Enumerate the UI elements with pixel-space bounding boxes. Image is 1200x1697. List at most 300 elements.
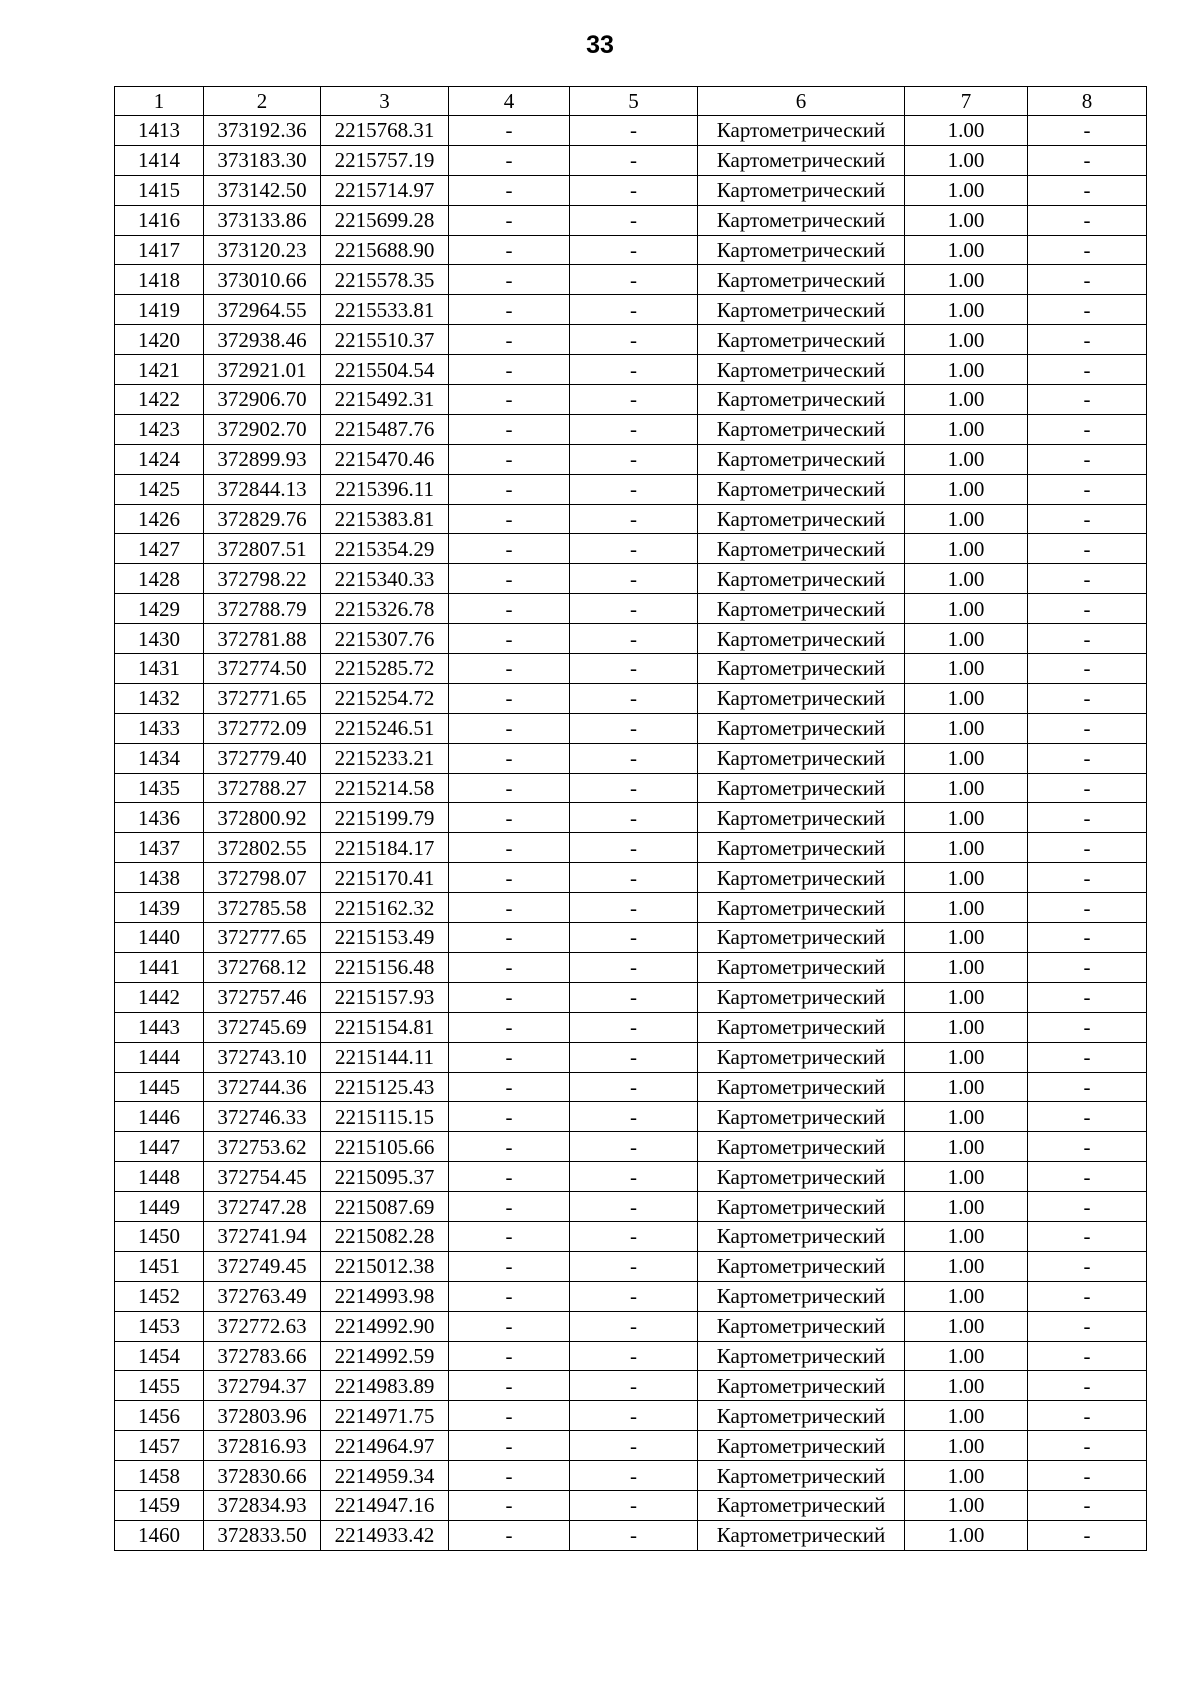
method-cell: Картометрический — [698, 1042, 905, 1072]
table-row — [115, 1371, 1147, 1401]
point-number-cell: 1433 — [115, 713, 204, 743]
column-8-cell: - — [1028, 893, 1147, 923]
method-cell: Картометрический — [698, 713, 905, 743]
table-row — [115, 1132, 1147, 1162]
accuracy-cell: 1.00 — [905, 325, 1028, 355]
y-coordinate-cell: 2215254.72 — [321, 683, 449, 713]
column-8-cell: - — [1028, 923, 1147, 953]
column-5-cell: - — [570, 1132, 698, 1162]
point-number-cell: 1427 — [115, 534, 204, 564]
column-4-cell: - — [449, 534, 570, 564]
y-coordinate-cell: 2215162.32 — [321, 893, 449, 923]
x-coordinate-cell: 372807.51 — [204, 534, 321, 564]
column-5-cell: - — [570, 863, 698, 893]
method-cell: Картометрический — [698, 534, 905, 564]
x-coordinate-cell: 372829.76 — [204, 504, 321, 534]
header-y-coordinate: 3 — [321, 87, 449, 116]
point-number-cell: 1415 — [115, 175, 204, 205]
column-5-cell: - — [570, 355, 698, 385]
column-4-cell: - — [449, 1072, 570, 1102]
accuracy-cell: 1.00 — [905, 594, 1028, 624]
method-cell: Картометрический — [698, 1012, 905, 1042]
column-5-cell: - — [570, 205, 698, 235]
point-number-cell: 1456 — [115, 1401, 204, 1431]
x-coordinate-cell: 372771.65 — [204, 683, 321, 713]
y-coordinate-cell: 2215714.97 — [321, 175, 449, 205]
column-5-cell: - — [570, 235, 698, 265]
y-coordinate-cell: 2215144.11 — [321, 1042, 449, 1072]
table-body — [115, 116, 1147, 1551]
column-8-cell: - — [1028, 1431, 1147, 1461]
table-row — [115, 773, 1147, 803]
table-row — [115, 1461, 1147, 1491]
point-number-cell: 1432 — [115, 683, 204, 713]
column-5-cell: - — [570, 444, 698, 474]
accuracy-cell: 1.00 — [905, 1192, 1028, 1222]
table-row — [115, 863, 1147, 893]
x-coordinate-cell: 372757.46 — [204, 982, 321, 1012]
accuracy-cell: 1.00 — [905, 1012, 1028, 1042]
column-4-cell: - — [449, 385, 570, 415]
accuracy-cell: 1.00 — [905, 803, 1028, 833]
column-4-cell: - — [449, 833, 570, 863]
x-coordinate-cell: 373120.23 — [204, 235, 321, 265]
column-8-cell: - — [1028, 534, 1147, 564]
x-coordinate-cell: 372763.49 — [204, 1281, 321, 1311]
column-4-cell: - — [449, 1431, 570, 1461]
accuracy-cell: 1.00 — [905, 624, 1028, 654]
table-row — [115, 116, 1147, 146]
column-8-cell: - — [1028, 833, 1147, 863]
header-column-4: 4 — [449, 87, 570, 116]
accuracy-cell: 1.00 — [905, 743, 1028, 773]
y-coordinate-cell: 2215184.17 — [321, 833, 449, 863]
table-row — [115, 355, 1147, 385]
y-coordinate-cell: 2214992.90 — [321, 1311, 449, 1341]
column-5-cell: - — [570, 1251, 698, 1281]
column-5-cell: - — [570, 1042, 698, 1072]
method-cell: Картометрический — [698, 1490, 905, 1520]
y-coordinate-cell: 2215153.49 — [321, 923, 449, 953]
column-8-cell: - — [1028, 773, 1147, 803]
table-row — [115, 205, 1147, 235]
x-coordinate-cell: 372899.93 — [204, 444, 321, 474]
y-coordinate-cell: 2214933.42 — [321, 1520, 449, 1550]
column-5-cell: - — [570, 414, 698, 444]
y-coordinate-cell: 2215246.51 — [321, 713, 449, 743]
column-8-cell: - — [1028, 116, 1147, 146]
accuracy-cell: 1.00 — [905, 1221, 1028, 1251]
column-8-cell: - — [1028, 982, 1147, 1012]
point-number-cell: 1420 — [115, 325, 204, 355]
x-coordinate-cell: 372768.12 — [204, 952, 321, 982]
accuracy-cell: 1.00 — [905, 1371, 1028, 1401]
column-4-cell: - — [449, 325, 570, 355]
column-5-cell: - — [570, 624, 698, 654]
column-5-cell: - — [570, 474, 698, 504]
x-coordinate-cell: 373183.30 — [204, 145, 321, 175]
column-4-cell: - — [449, 504, 570, 534]
point-number-cell: 1443 — [115, 1012, 204, 1042]
table-row — [115, 265, 1147, 295]
method-cell: Картометрический — [698, 1520, 905, 1550]
accuracy-cell: 1.00 — [905, 923, 1028, 953]
accuracy-cell: 1.00 — [905, 833, 1028, 863]
column-5-cell: - — [570, 145, 698, 175]
table-row — [115, 713, 1147, 743]
method-cell: Картометрический — [698, 952, 905, 982]
column-5-cell: - — [570, 1341, 698, 1371]
column-4-cell: - — [449, 1162, 570, 1192]
table-row — [115, 504, 1147, 534]
column-4-cell: - — [449, 414, 570, 444]
point-number-cell: 1429 — [115, 594, 204, 624]
column-8-cell: - — [1028, 1042, 1147, 1072]
accuracy-cell: 1.00 — [905, 355, 1028, 385]
table-row — [115, 1162, 1147, 1192]
method-cell: Картометрический — [698, 205, 905, 235]
table-row — [115, 235, 1147, 265]
x-coordinate-cell: 372938.46 — [204, 325, 321, 355]
y-coordinate-cell: 2215768.31 — [321, 116, 449, 146]
point-number-cell: 1459 — [115, 1490, 204, 1520]
column-8-cell: - — [1028, 683, 1147, 713]
column-5-cell: - — [570, 1461, 698, 1491]
point-number-cell: 1438 — [115, 863, 204, 893]
accuracy-cell: 1.00 — [905, 145, 1028, 175]
y-coordinate-cell: 2215095.37 — [321, 1162, 449, 1192]
column-4-cell: - — [449, 624, 570, 654]
column-8-cell: - — [1028, 1251, 1147, 1281]
header-column-8: 8 — [1028, 87, 1147, 116]
column-4-cell: - — [449, 1341, 570, 1371]
point-number-cell: 1460 — [115, 1520, 204, 1550]
column-4-cell: - — [449, 923, 570, 953]
method-cell: Картометрический — [698, 1341, 905, 1371]
method-cell: Картометрический — [698, 1461, 905, 1491]
accuracy-cell: 1.00 — [905, 1251, 1028, 1281]
table-row — [115, 923, 1147, 953]
y-coordinate-cell: 2215082.28 — [321, 1221, 449, 1251]
header-accuracy: 7 — [905, 87, 1028, 116]
column-4-cell: - — [449, 1221, 570, 1251]
accuracy-cell: 1.00 — [905, 205, 1028, 235]
point-number-cell: 1453 — [115, 1311, 204, 1341]
x-coordinate-cell: 372800.92 — [204, 803, 321, 833]
point-number-cell: 1434 — [115, 743, 204, 773]
column-5-cell: - — [570, 773, 698, 803]
accuracy-cell: 1.00 — [905, 1520, 1028, 1550]
y-coordinate-cell: 2215533.81 — [321, 295, 449, 325]
column-8-cell: - — [1028, 1401, 1147, 1431]
column-8-cell: - — [1028, 1012, 1147, 1042]
method-cell: Картометрический — [698, 265, 905, 295]
method-cell: Картометрический — [698, 863, 905, 893]
x-coordinate-cell: 372921.01 — [204, 355, 321, 385]
table-row — [115, 1311, 1147, 1341]
table-row — [115, 952, 1147, 982]
method-cell: Картометрический — [698, 803, 905, 833]
method-cell: Картометрический — [698, 1192, 905, 1222]
table-row — [115, 1281, 1147, 1311]
accuracy-cell: 1.00 — [905, 1431, 1028, 1461]
point-number-cell: 1451 — [115, 1251, 204, 1281]
column-8-cell: - — [1028, 1072, 1147, 1102]
column-8-cell: - — [1028, 1371, 1147, 1401]
x-coordinate-cell: 372747.28 — [204, 1192, 321, 1222]
accuracy-cell: 1.00 — [905, 116, 1028, 146]
column-4-cell: - — [449, 863, 570, 893]
column-4-cell: - — [449, 564, 570, 594]
point-number-cell: 1452 — [115, 1281, 204, 1311]
table-row — [115, 1401, 1147, 1431]
column-4-cell: - — [449, 1490, 570, 1520]
x-coordinate-cell: 372964.55 — [204, 295, 321, 325]
column-8-cell: - — [1028, 952, 1147, 982]
point-number-cell: 1444 — [115, 1042, 204, 1072]
table-row — [115, 564, 1147, 594]
column-8-cell: - — [1028, 414, 1147, 444]
column-5-cell: - — [570, 654, 698, 684]
x-coordinate-cell: 372803.96 — [204, 1401, 321, 1431]
table-header — [115, 87, 1147, 116]
point-number-cell: 1419 — [115, 295, 204, 325]
x-coordinate-cell: 372772.63 — [204, 1311, 321, 1341]
column-5-cell: - — [570, 504, 698, 534]
x-coordinate-cell: 372834.93 — [204, 1490, 321, 1520]
accuracy-cell: 1.00 — [905, 1461, 1028, 1491]
y-coordinate-cell: 2214959.34 — [321, 1461, 449, 1491]
point-number-cell: 1450 — [115, 1221, 204, 1251]
column-5-cell: - — [570, 1401, 698, 1431]
accuracy-cell: 1.00 — [905, 265, 1028, 295]
x-coordinate-cell: 372830.66 — [204, 1461, 321, 1491]
x-coordinate-cell: 372743.10 — [204, 1042, 321, 1072]
method-cell: Картометрический — [698, 235, 905, 265]
method-cell: Картометрический — [698, 414, 905, 444]
method-cell: Картометрический — [698, 1401, 905, 1431]
method-cell: Картометрический — [698, 1251, 905, 1281]
method-cell: Картометрический — [698, 175, 905, 205]
column-5-cell: - — [570, 534, 698, 564]
point-number-cell: 1413 — [115, 116, 204, 146]
accuracy-cell: 1.00 — [905, 1401, 1028, 1431]
method-cell: Картометрический — [698, 683, 905, 713]
accuracy-cell: 1.00 — [905, 683, 1028, 713]
point-number-cell: 1437 — [115, 833, 204, 863]
column-4-cell: - — [449, 1401, 570, 1431]
column-8-cell: - — [1028, 444, 1147, 474]
column-8-cell: - — [1028, 205, 1147, 235]
column-4-cell: - — [449, 773, 570, 803]
method-cell: Картометрический — [698, 594, 905, 624]
method-cell: Картометрический — [698, 1311, 905, 1341]
accuracy-cell: 1.00 — [905, 982, 1028, 1012]
column-8-cell: - — [1028, 743, 1147, 773]
y-coordinate-cell: 2214971.75 — [321, 1401, 449, 1431]
column-8-cell: - — [1028, 1490, 1147, 1520]
method-cell: Картометрический — [698, 654, 905, 684]
x-coordinate-cell: 372802.55 — [204, 833, 321, 863]
y-coordinate-cell: 2215285.72 — [321, 654, 449, 684]
x-coordinate-cell: 372844.13 — [204, 474, 321, 504]
method-cell: Картометрический — [698, 923, 905, 953]
column-5-cell: - — [570, 923, 698, 953]
accuracy-cell: 1.00 — [905, 1341, 1028, 1371]
column-8-cell: - — [1028, 1132, 1147, 1162]
header-method: 6 — [698, 87, 905, 116]
accuracy-cell: 1.00 — [905, 235, 1028, 265]
method-cell: Картометрический — [698, 145, 905, 175]
table-row — [115, 325, 1147, 355]
point-number-cell: 1442 — [115, 982, 204, 1012]
accuracy-cell: 1.00 — [905, 175, 1028, 205]
column-8-cell: - — [1028, 474, 1147, 504]
table-row — [115, 145, 1147, 175]
header-x-coordinate: 2 — [204, 87, 321, 116]
method-cell: Картометрический — [698, 1371, 905, 1401]
table-row — [115, 982, 1147, 1012]
column-8-cell: - — [1028, 713, 1147, 743]
y-coordinate-cell: 2215156.48 — [321, 952, 449, 982]
column-4-cell: - — [449, 952, 570, 982]
point-number-cell: 1448 — [115, 1162, 204, 1192]
column-5-cell: - — [570, 1281, 698, 1311]
point-number-cell: 1417 — [115, 235, 204, 265]
accuracy-cell: 1.00 — [905, 713, 1028, 743]
y-coordinate-cell: 2214964.97 — [321, 1431, 449, 1461]
x-coordinate-cell: 373010.66 — [204, 265, 321, 295]
page-number: 33 — [586, 31, 614, 59]
point-number-cell: 1423 — [115, 414, 204, 444]
method-cell: Картометрический — [698, 833, 905, 863]
accuracy-cell: 1.00 — [905, 654, 1028, 684]
column-8-cell: - — [1028, 1311, 1147, 1341]
column-5-cell: - — [570, 1221, 698, 1251]
column-4-cell: - — [449, 1311, 570, 1341]
column-4-cell: - — [449, 1102, 570, 1132]
y-coordinate-cell: 2215115.15 — [321, 1102, 449, 1132]
table-row — [115, 743, 1147, 773]
x-coordinate-cell: 372745.69 — [204, 1012, 321, 1042]
column-8-cell: - — [1028, 504, 1147, 534]
column-4-cell: - — [449, 893, 570, 923]
column-4-cell: - — [449, 265, 570, 295]
header-point-number: 1 — [115, 87, 204, 116]
point-number-cell: 1424 — [115, 444, 204, 474]
point-number-cell: 1431 — [115, 654, 204, 684]
column-5-cell: - — [570, 1072, 698, 1102]
point-number-cell: 1458 — [115, 1461, 204, 1491]
column-4-cell: - — [449, 1042, 570, 1072]
column-5-cell: - — [570, 1490, 698, 1520]
x-coordinate-cell: 372746.33 — [204, 1102, 321, 1132]
y-coordinate-cell: 2215578.35 — [321, 265, 449, 295]
table-row — [115, 1042, 1147, 1072]
column-8-cell: - — [1028, 624, 1147, 654]
column-4-cell: - — [449, 205, 570, 235]
y-coordinate-cell: 2215699.28 — [321, 205, 449, 235]
point-number-cell: 1441 — [115, 952, 204, 982]
column-4-cell: - — [449, 355, 570, 385]
table-row — [115, 1221, 1147, 1251]
table-row — [115, 444, 1147, 474]
accuracy-cell: 1.00 — [905, 564, 1028, 594]
header-row — [115, 87, 1147, 116]
column-5-cell: - — [570, 1311, 698, 1341]
column-8-cell: - — [1028, 1520, 1147, 1550]
y-coordinate-cell: 2215688.90 — [321, 235, 449, 265]
column-4-cell: - — [449, 1251, 570, 1281]
column-4-cell: - — [449, 803, 570, 833]
x-coordinate-cell: 372798.07 — [204, 863, 321, 893]
method-cell: Картометрический — [698, 982, 905, 1012]
table-row — [115, 594, 1147, 624]
x-coordinate-cell: 372902.70 — [204, 414, 321, 444]
x-coordinate-cell: 372783.66 — [204, 1341, 321, 1371]
accuracy-cell: 1.00 — [905, 504, 1028, 534]
accuracy-cell: 1.00 — [905, 1132, 1028, 1162]
accuracy-cell: 1.00 — [905, 1162, 1028, 1192]
column-5-cell: - — [570, 1371, 698, 1401]
column-4-cell: - — [449, 743, 570, 773]
column-8-cell: - — [1028, 1192, 1147, 1222]
y-coordinate-cell: 2215233.21 — [321, 743, 449, 773]
x-coordinate-cell: 373133.86 — [204, 205, 321, 235]
accuracy-cell: 1.00 — [905, 1072, 1028, 1102]
accuracy-cell: 1.00 — [905, 1102, 1028, 1132]
table-row — [115, 1520, 1147, 1550]
table-row — [115, 803, 1147, 833]
column-5-cell: - — [570, 385, 698, 415]
column-8-cell: - — [1028, 1341, 1147, 1371]
table-row — [115, 414, 1147, 444]
column-5-cell: - — [570, 265, 698, 295]
column-8-cell: - — [1028, 654, 1147, 684]
accuracy-cell: 1.00 — [905, 863, 1028, 893]
column-5-cell: - — [570, 175, 698, 205]
column-8-cell: - — [1028, 235, 1147, 265]
point-number-cell: 1414 — [115, 145, 204, 175]
y-coordinate-cell: 2214992.59 — [321, 1341, 449, 1371]
table-row — [115, 654, 1147, 684]
table-row — [115, 175, 1147, 205]
accuracy-cell: 1.00 — [905, 893, 1028, 923]
column-5-cell: - — [570, 116, 698, 146]
column-8-cell: - — [1028, 803, 1147, 833]
point-number-cell: 1455 — [115, 1371, 204, 1401]
method-cell: Картометрический — [698, 504, 905, 534]
column-5-cell: - — [570, 1102, 698, 1132]
x-coordinate-cell: 372744.36 — [204, 1072, 321, 1102]
point-number-cell: 1428 — [115, 564, 204, 594]
column-4-cell: - — [449, 1192, 570, 1222]
column-8-cell: - — [1028, 1221, 1147, 1251]
y-coordinate-cell: 2215492.31 — [321, 385, 449, 415]
column-5-cell: - — [570, 325, 698, 355]
x-coordinate-cell: 372906.70 — [204, 385, 321, 415]
y-coordinate-cell: 2215504.54 — [321, 355, 449, 385]
table-row — [115, 1102, 1147, 1132]
x-coordinate-cell: 372754.45 — [204, 1162, 321, 1192]
column-8-cell: - — [1028, 355, 1147, 385]
method-cell: Картометрический — [698, 444, 905, 474]
point-number-cell: 1422 — [115, 385, 204, 415]
method-cell: Картометрический — [698, 325, 905, 355]
point-number-cell: 1425 — [115, 474, 204, 504]
table-row — [115, 1251, 1147, 1281]
point-number-cell: 1421 — [115, 355, 204, 385]
